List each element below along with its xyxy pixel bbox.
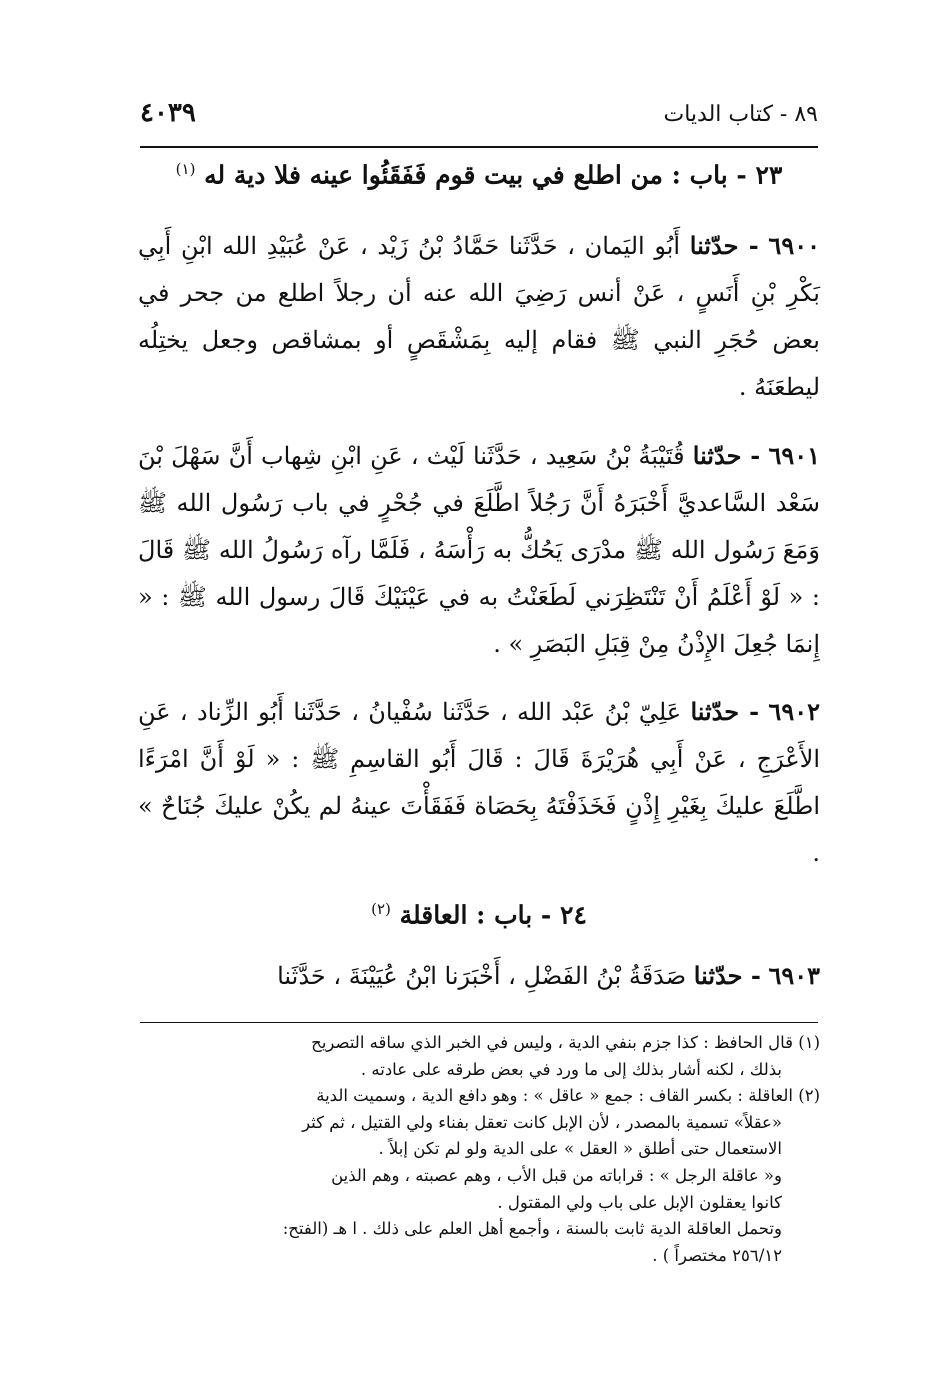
hadith-lead: حدّثنا (690, 697, 740, 726)
chapter-title: ٢٤ - باب : العاقلة (399, 900, 587, 930)
hadith-number: ٦٩٠٠ (768, 231, 820, 260)
footnote-ref: (٢) (371, 900, 391, 918)
hadith-number: ٦٩٠١ (768, 441, 821, 470)
hadith-text: صَدَقَةُ بْنُ الفَضْلِ ، أَخْبَرَنا ابْنُ عُيَيْنَةَ ، حَدَّثَنا (277, 962, 694, 990)
hadith-lead: حدّثنا (692, 441, 742, 470)
footnotes (138, 1030, 820, 1269)
footnote-2-line: «عقلاً» تسمية بالمصدر ، لأن الإبل كانت تعقل بفناء ولي القتيل ، ثم كثر (302, 1112, 782, 1132)
page-number: ٤٠٣٩ (140, 98, 196, 128)
hadith-text: أَبُو اليَمان ، حَدَّثَنا حَمَّادُ بْنُ زَيْد ، عَنْ عُبَيْدِ الله ابْنِ أَبِي بَكْرِ بْنِ أَنَسٍ ، عَنْ أنس رَضِيَ الله عنه أن رجلاً اطلع من جحر في بعض حُجَرِ النبي ﷺ فقام إليه بِمَشْقَصٍ أو بمشاقص وجعل يختِلُه ليطعَنَهُ . (138, 232, 820, 401)
hadith-lead: حدّثنا (689, 231, 739, 260)
hadith-text: عَلِيّ بْنُ عَبْد الله ، حَدَّثَنا سُفْيانُ ، حَدَّثَنا أَبُو الزِّناد ، عَنِ الأَعْرَجِ ، عَنْ أَبِي هُرَيْرَةَ قَالَ : قَالَ أَبُو القاسِمِ ﷺ : « لَوْ أَنَّ امْرَءًا اطَّلَعَ عليكَ بِغَيْرِ إِذْنٍ فَخَذَفْتَهُ بِحَصَاة فَفَقَأْتَ عينهُ لم يكُنْ عليكَ جُنَاحٌ » . (138, 698, 820, 867)
hadith-text: قُتَيْبَةُ بْنُ سَعِيد ، حَدَّثَنا لَيْث ، عَنِ ابْنِ شِهاب أَنَّ سَهْلَ بْنَ سَعْد السَّاعديَّ أَخْبَرَهُ أَنَّ رَجُلاً اطَّلَعَ في جُحْرٍ في باب رَسُول الله ﷺ وَمَعَ رَسُول الله ﷺ مدْرَى يَحُكُّ به رَأْسَهُ ، فَلَمَّا رآه رَسُولُ الله ﷺ قَالَ : « لَوْ أَعْلَمُ أَنْ تَنْتَظِرَني لَطَعَنْتُ به في عَيْنَيْكَ قَالَ رسول الله ﷺ : « إِنمَا جُعِلَ الإِذْنُ مِنْ قِبَلِ البَصَرِ » . (138, 442, 820, 658)
hadith-number: ٦٩٠٣ (768, 961, 820, 990)
footnote-2-line: وتحمل العاقلة الدية ثابت بالسنة ، وأجمع أهل العلم على ذلك . ا هـ (الفتح: (282, 1219, 782, 1239)
footnote-2-line: و« عاقلة الرجل » : قراباته من قبل الأب ، وهم عصبته ، وهم الذين (331, 1165, 782, 1185)
footnote-ref: (١) (175, 160, 196, 178)
hadith-6901: ٦٩٠١ - حدّثنا قُتَيْبَةُ بْنُ سَعِيد ، حَدَّثَنا لَيْث ، عَنِ ابْنِ شِهاب أَنَّ سَهْلَ بْنَ سَعْد السَّاعديَّ أَخْبَرَهُ أَنَّ رَجُلاً اطَّلَعَ في جُحْرٍ في باب رَسُول الله ﷺ وَمَعَ رَسُول الله ﷺ مدْرَى يَحُكُّ به رَأْسَهُ ، فَلَمَّا رآه رَسُولُ الله ﷺ قَالَ : « لَوْ أَعْلَمُ أَنْ تَنْتَظِرَني لَطَعَنْتُ به في عَيْنَيْكَ قَالَ رسول الله ﷺ : « إِنمَا جُعِلَ الإِذْنُ مِنْ قِبَلِ البَصَرِ » . (138, 441, 821, 658)
hadith-lead: حدّثنا (693, 961, 743, 990)
page-header (140, 96, 818, 148)
chapter-heading-23 (140, 160, 818, 189)
hadith-6900: ٦٩٠٠ - حدّثنا أَبُو اليَمان ، حَدَّثَنا حَمَّادُ بْنُ زَيْد ، عَنْ عُبَيْدِ الله ابْنِ أَبِي بَكْرِ بْنِ أَنَسٍ ، عَنْ أنس رَضِيَ الله عنه أن رجلاً اطلع من جحر في بعض حُجَرِ النبي ﷺ فقام إليه بِمَشْقَصٍ أو بمشاقص وجعل يختِلُه ليطعَنَهُ . (138, 231, 820, 401)
hadith-6902: ٦٩٠٢ - حدّثنا عَلِيّ بْنُ عَبْد الله ، حَدَّثَنا سُفْيانُ ، حَدَّثَنا أَبُو الزِّناد ، عَنِ الأَعْرَجِ ، عَنْ أَبِي هُرَيْرَةَ قَالَ : قَالَ أَبُو القاسِمِ ﷺ : « لَوْ أَنَّ امْرَءًا اطَّلَعَ عليكَ بِغَيْرِ إِذْنٍ فَخَذَفْتَهُ بِحَصَاة فَفَقَأْتَ عينهُ لم يكُنْ عليكَ جُنَاحٌ » . (138, 697, 820, 867)
hadith-6903: ٦٩٠٣ - حدّثنا صَدَقَةُ بْنُ الفَضْلِ ، أَخْبَرَنا ابْنُ عُيَيْنَةَ ، حَدَّثَنا (277, 961, 820, 990)
footnote-1-line: (١) قال الحافظ : كذا جزم بنفي الدية ، وليس في الخبر الذي ساقه التصريح (311, 1033, 820, 1052)
footnote-2-line: الاستعمال حتى أطلق « العقل » على الدية ولو لم تكن إبلاً . (378, 1139, 782, 1159)
footnote-2-line: (٢) العاقلة : بكسر القاف : جمع « عاقل » : وهو دافع الدية ، وسميت الدية (316, 1086, 820, 1106)
footnote-2-line: كانوا يعقلون الإبل على باب ولي المقتول . (497, 1192, 782, 1212)
chapter-title: ٢٣ - باب : من اطلع في بيت قوم فَفَقَئُوا عينه فلا دية له (204, 160, 783, 190)
running-title: ٨٩ - كتاب الديات (663, 102, 818, 127)
footnote-1-line: بذلك ، لكنه أشار بذلك إلى ما ورد في بعض طرقه على عادته . (360, 1059, 782, 1079)
hadith-number: ٦٩٠٢ (768, 697, 820, 726)
footnote-2-line: ٢٥٦/١٢ مختصراً ) . (652, 1245, 782, 1265)
footnote-divider (140, 1022, 818, 1023)
header-divider (140, 146, 818, 148)
chapter-heading-24 (140, 900, 818, 929)
